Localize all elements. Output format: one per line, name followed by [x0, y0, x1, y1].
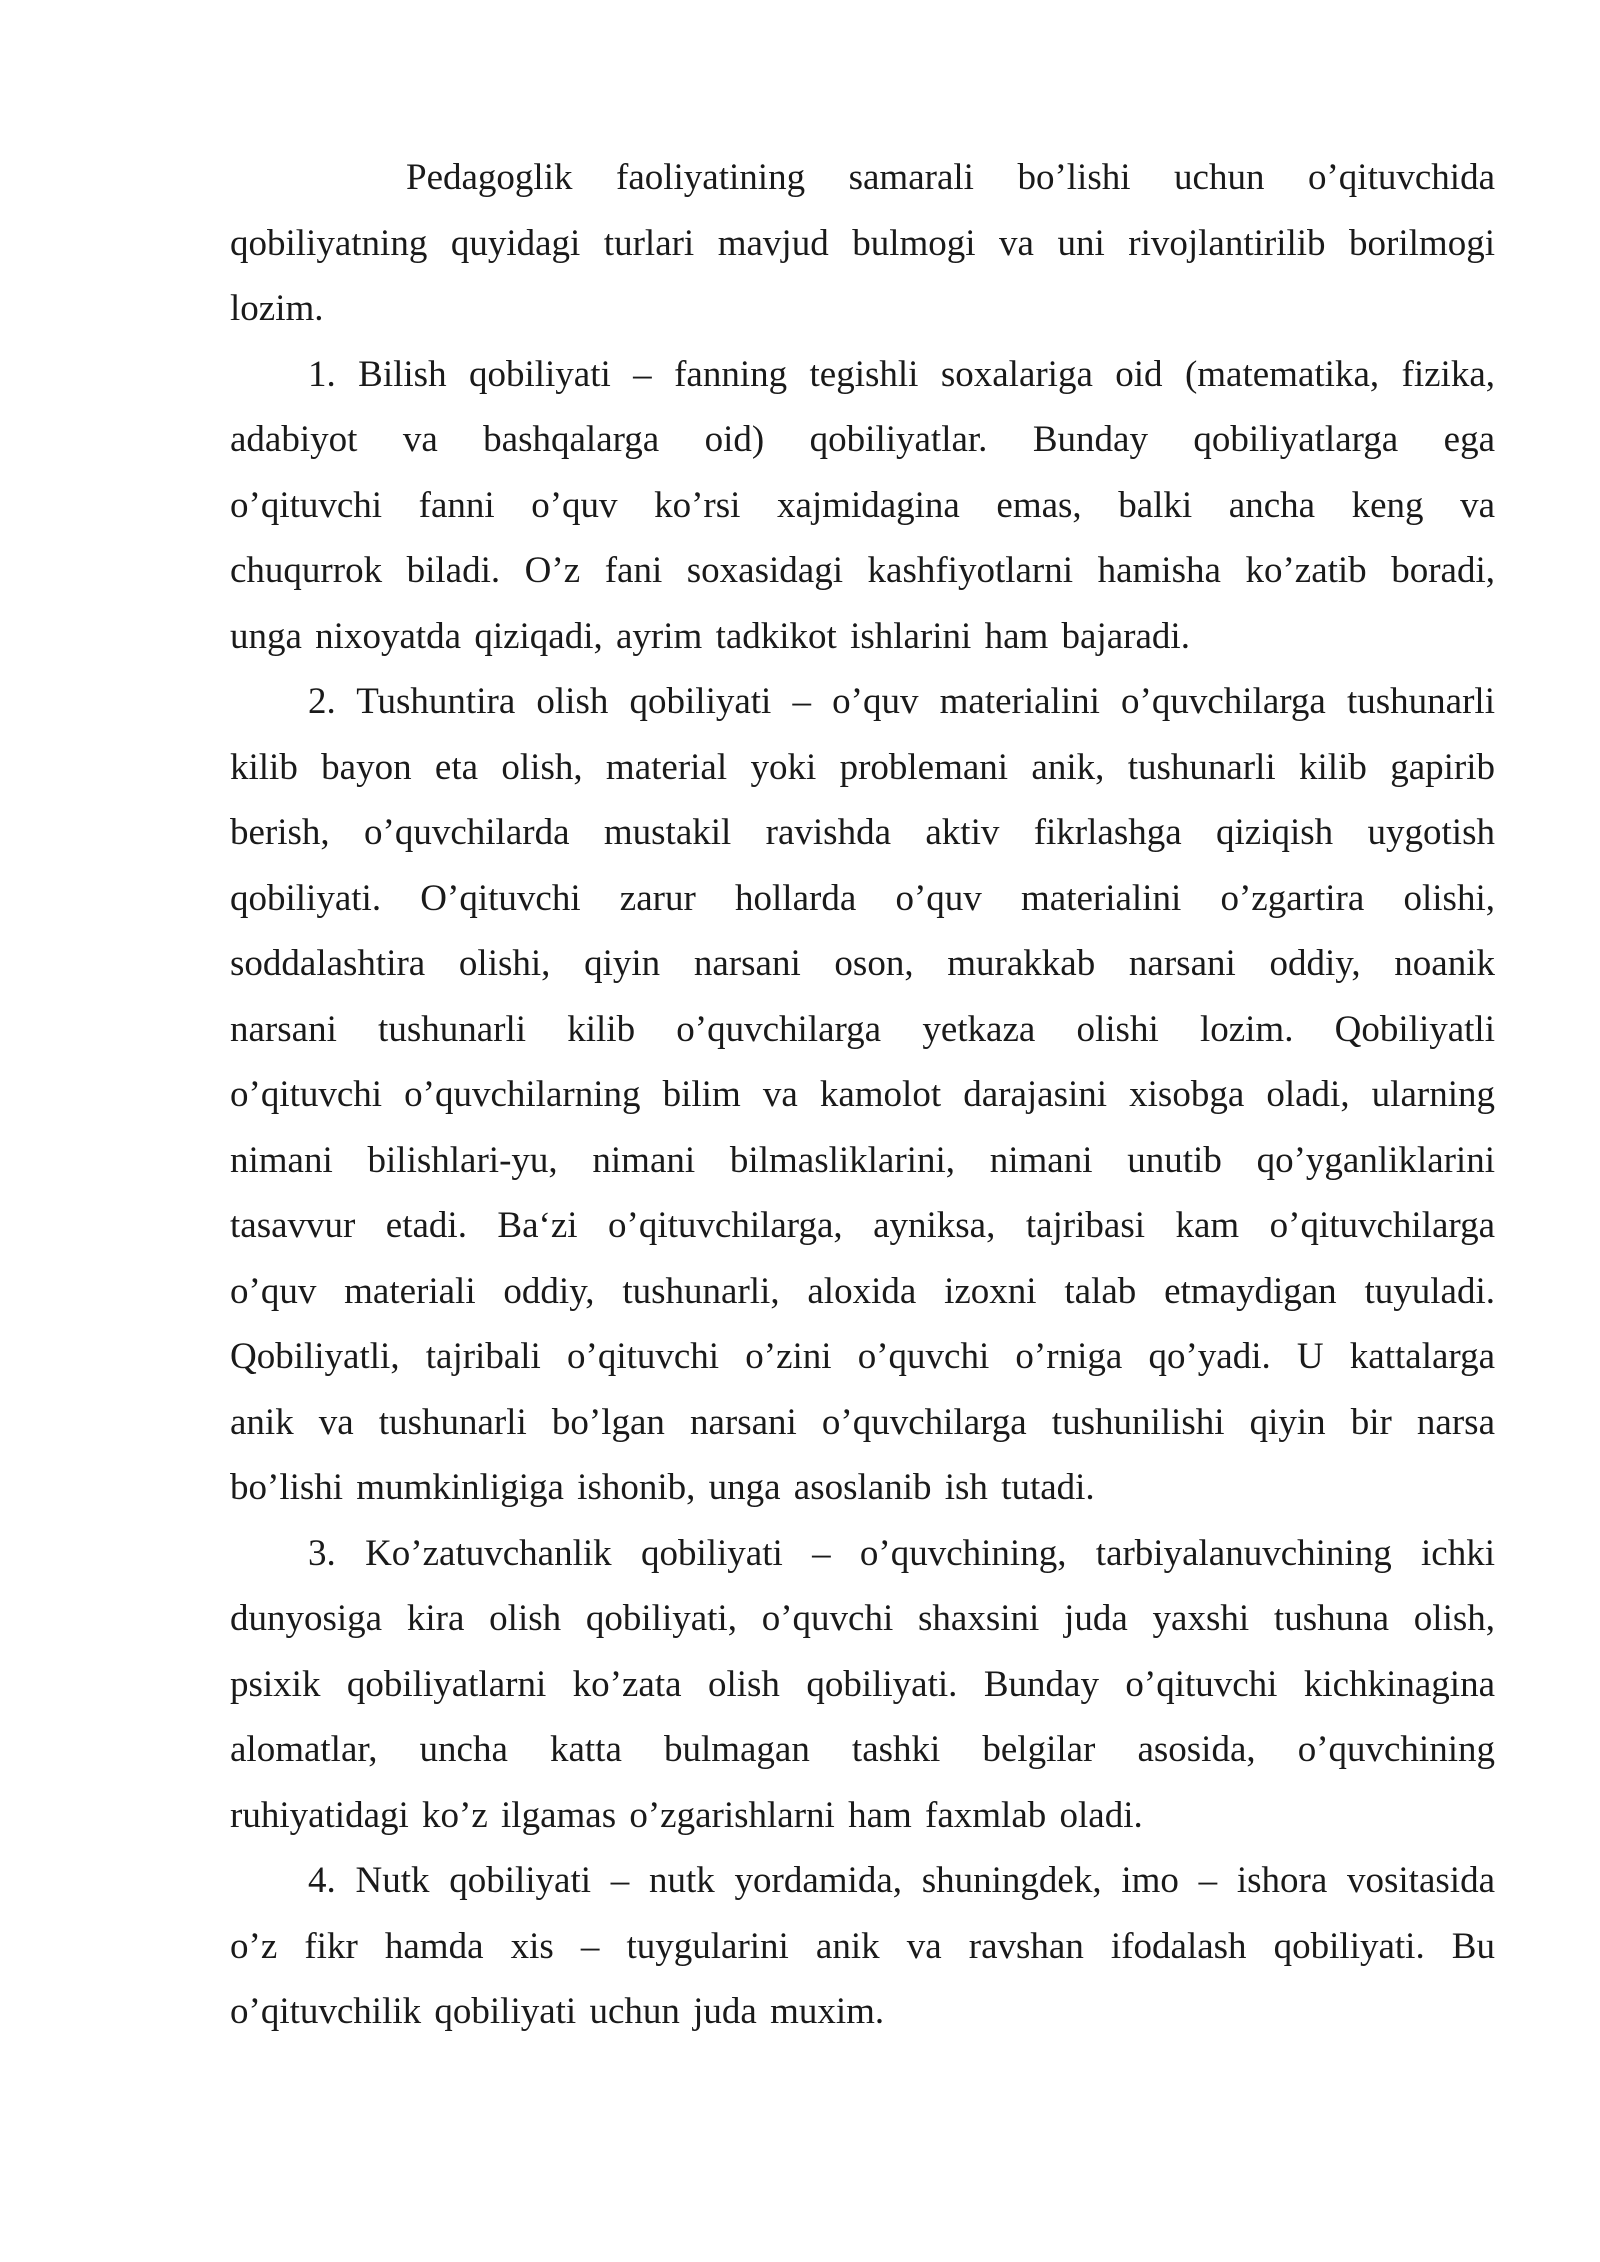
paragraph-intro	[230, 145, 1495, 342]
text-line: o’qituvchi fanni o’quv ko’rsi xajmidagina emas, balki ancha keng va	[230, 484, 1495, 526]
text-line: dunyosiga kira olish qobiliyati, o’quvchi shaxsini juda yaxshi tushuna olish,	[230, 1598, 1495, 1639]
paragraph-item-4-speech-ability	[230, 1848, 1495, 2045]
text-line: 3. Ko’zatuvchanlik qobiliyati – o’quvchining, tarbiyalanuvchining ichki	[308, 1532, 1495, 1574]
paragraph-item-2-explaining-ability	[230, 669, 1495, 1521]
text-line: Pedagoglik faoliyatining samarali bo’lishi uchun o’qituvchida	[406, 157, 1495, 198]
text-line: unga nixoyatda qiziqadi, ayrim tadkikot ishlarini ham bajaradi.	[230, 615, 1190, 657]
text-line: o’z fikr hamda xis – tuygularini anik va ravshan ifodalash qobiliyati. Bu	[230, 1925, 1495, 1967]
text-line: o’qituvchilik qobiliyati uchun juda muxim.	[230, 1991, 885, 2032]
paragraph-item-1-knowledge-ability	[230, 342, 1495, 670]
text-line: 2. Tushuntira olish qobiliyati – o’quv materialini o’quvchilarga tushunarli	[308, 681, 1495, 722]
text-line: nimani bilishlari-yu, nimani bilmasliklarini, nimani unutib qo’yganliklarini	[230, 1139, 1495, 1181]
text-line: anik va tushunarli bo’lgan narsani o’quvchilarga tushunilishi qiyin bir narsa	[230, 1401, 1495, 1443]
text-line: 1. Bilish qobiliyati – fanning tegishli soxalariga oid (matematika, fizika,	[308, 353, 1495, 395]
text-line: bo’lishi mumkinligiga ishonib, unga asoslanib ish tutadi.	[230, 1467, 1095, 1508]
text-line: tasavvur etadi. Ba‘zi o’qituvchilarga, ayniksa, tajribasi kam o’qituvchilarga	[230, 1205, 1495, 1246]
text-line: adabiyot va bashqalarga oid) qobiliyatlar. Bunday qobiliyatlarga ega	[230, 419, 1495, 460]
paragraph-item-3-observation-ability	[230, 1521, 1495, 1849]
text-line: berish, o’quvchilarda mustakil ravishda aktiv fikrlashga qiziqish uygotish	[230, 812, 1495, 853]
text-line: narsani tushunarli kilib o’quvchilarga yetkaza olishi lozim. Qobiliyatli	[230, 1008, 1495, 1050]
text-line: chuqurrok biladi. O’z fani soxasidagi kashfiyotlarni hamisha ko’zatib boradi,	[230, 550, 1495, 591]
text-line: kilib bayon eta olish, material yoki problemani anik, tushunarli kilib gapirib	[230, 746, 1495, 788]
text-line: alomatlar, uncha katta bulmagan tashki belgilar asosida, o’quvchining	[230, 1729, 1495, 1770]
text-line: lozim.	[230, 288, 324, 329]
text-line: o’quv materiali oddiy, tushunarli, aloxida izoxni talab etmaydigan tuyuladi.	[230, 1270, 1495, 1312]
text-line: Qobiliyatli, tajribali o’qituvchi o’zini o’quvchi o’rniga qo’yadi. U kattalarga	[230, 1336, 1495, 1377]
document-body	[230, 145, 1495, 2045]
text-line: 4. Nutk qobiliyati – nutk yordamida, shuningdek, imo – ishora vositasida	[308, 1860, 1495, 1901]
text-line: qobiliyati. O’qituvchi zarur hollarda o’quv materialini o’zgartira olishi,	[230, 877, 1495, 919]
text-line: psixik qobiliyatlarni ko’zata olish qobiliyati. Bunday o’qituvchi kichkinagina	[230, 1663, 1495, 1705]
text-line: soddalashtira olishi, qiyin narsani oson, murakkab narsani oddiy, noanik	[230, 943, 1495, 984]
text-line: qobiliyatning quyidagi turlari mavjud bulmogi va uni rivojlantirilib borilmogi	[230, 222, 1495, 264]
text-line: o’qituvchi o’quvchilarning bilim va kamolot darajasini xisobga oladi, ularning	[230, 1074, 1495, 1115]
text-line: ruhiyatidagi ko’z ilgamas o’zgarishlarni ham faxmlab oladi.	[230, 1794, 1143, 1836]
